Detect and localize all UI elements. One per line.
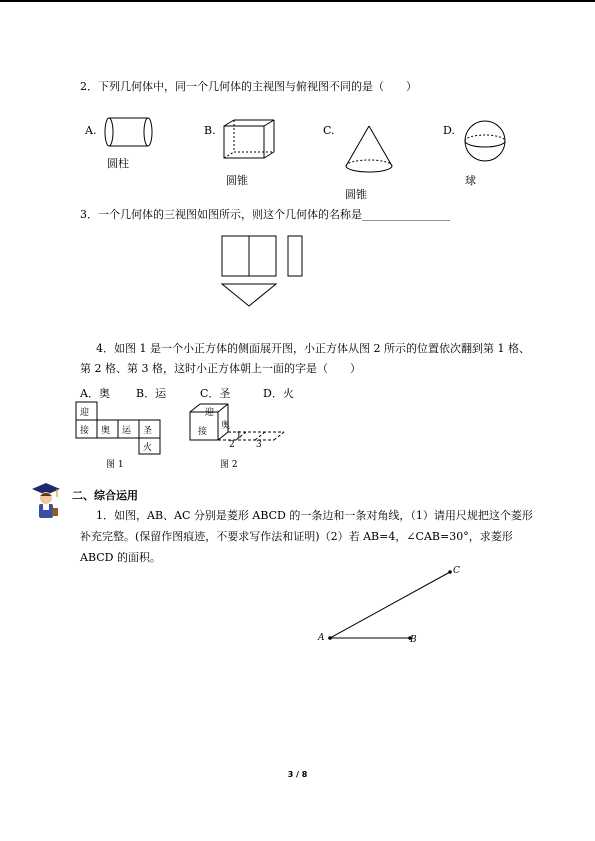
rhombus-construction-figure — [300, 560, 470, 660]
cone-figure — [342, 124, 398, 174]
q2-option-a-letter: A. — [85, 124, 97, 137]
header-rule — [0, 0, 595, 2]
q2-option-d-letter: D. — [443, 124, 455, 137]
figure-1-caption: 图 1 — [106, 460, 124, 470]
s2-q1-line2: 补充完整。(保留作图痕迹，不要求写作法和证明)（2）若 AB=4，∠CAB=30°，求菱形 — [80, 530, 513, 543]
cube-side-char: 奥 — [221, 421, 231, 431]
q4-line1: 4．如图 1 是一个小正方体的侧面展开图，小正方体从图 2 所示的位置依次翻到第 1 格、 — [96, 342, 530, 355]
grid-cell-3: 3 — [256, 440, 262, 450]
q3-stem: 3．一个几何体的三视图如图所示，则这个几何体的名称是________________ — [80, 208, 450, 221]
net-cell-3: 运 — [122, 426, 132, 436]
q4-option-b: B．运 — [136, 387, 167, 400]
net-top-char: 迎 — [80, 408, 90, 418]
figure-2-caption: 图 2 — [220, 460, 238, 470]
q2-stem: 2．下列几何体中，同一个几何体的主视图与俯视图不同的是（ ） — [80, 80, 417, 93]
cube-figure — [222, 118, 278, 160]
section-2-title: 二、综合运用 — [72, 489, 138, 502]
q4-line2: 第 2 格、第 3 格，这时小正方体朝上一面的字是（ ） — [80, 362, 361, 375]
grid-cell-2: 2 — [229, 440, 235, 450]
q2-option-a-name: 圆柱 — [107, 157, 129, 170]
q2-option-b-letter: B. — [204, 124, 216, 137]
s2-q1-line3: ABCD 的面积。 — [80, 551, 161, 564]
s2-q1-line1: 1．如图，AB、AC 分别是菱形 ABCD 的一条边和一条对角线，（1）请用尺规把这个菱形 — [96, 509, 533, 522]
scholar-mascot-icon — [30, 480, 62, 522]
point-c-label: C — [453, 566, 460, 576]
cube-front-char: 接 — [198, 427, 208, 437]
point-a-label: A — [318, 633, 325, 643]
net-bottom-char: 火 — [143, 443, 153, 453]
cube-top-char: 迎 — [205, 408, 215, 418]
q2-option-c-letter: C. — [323, 124, 335, 137]
three-view-figure — [220, 234, 310, 310]
grid-cell-1: 1 — [236, 431, 242, 441]
q4-option-d: D．火 — [263, 387, 294, 400]
net-cell-1: 接 — [80, 426, 90, 436]
net-cell-2: 奥 — [101, 426, 111, 436]
q2-option-b-name: 圆锥 — [226, 174, 248, 187]
q4-option-c: C．圣 — [200, 387, 231, 400]
q2-option-d-name: 球 — [465, 174, 476, 187]
page-number: 3 / 8 — [287, 770, 308, 779]
sphere-figure — [464, 120, 508, 164]
cylinder-figure — [102, 116, 162, 152]
q4-option-a: A．奥 — [80, 387, 110, 400]
point-b-label: B — [410, 635, 417, 645]
q2-option-c-name: 圆锥 — [345, 188, 367, 201]
net-cell-4: 圣 — [143, 426, 153, 436]
